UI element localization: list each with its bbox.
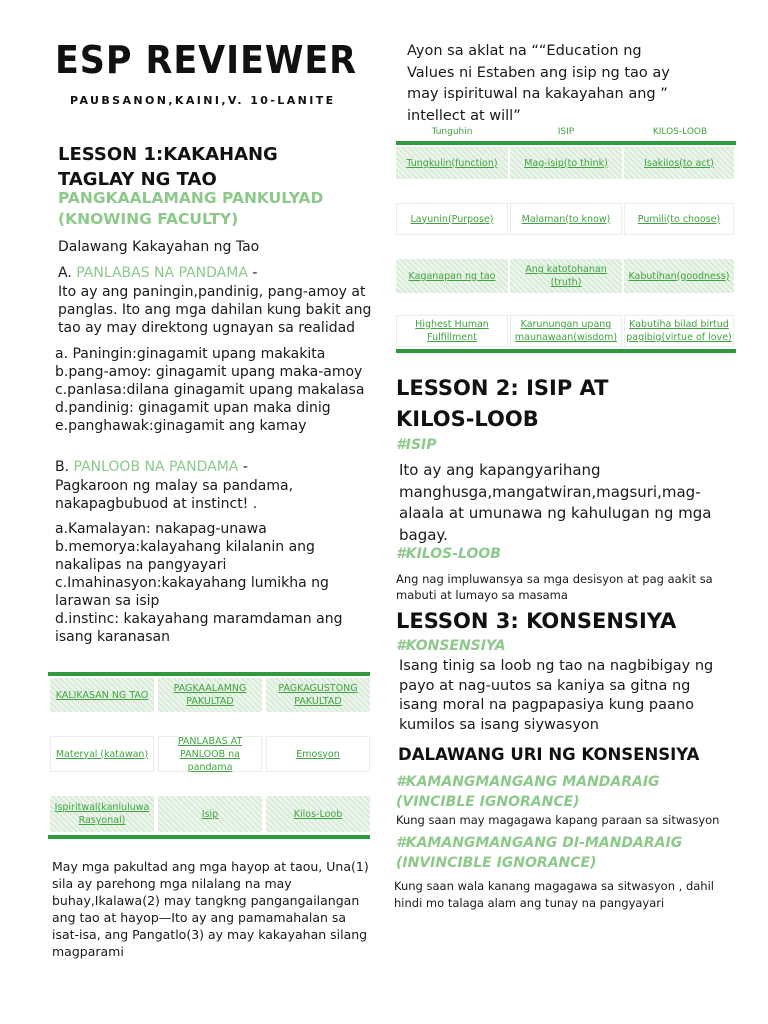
section-a-title: A. PANLABAS NA PANDAMA -: [58, 265, 258, 281]
table-cell: PANLABAS AT PANLOOB na pandama: [158, 736, 262, 772]
list-item: a. Paningin:ginagamit upang makakita: [55, 346, 326, 362]
list-item: b.memorya:kalayahang kilalanin ang: [55, 539, 315, 555]
table-cell: PAGKAGUSTONG PAKULTAD: [266, 678, 370, 712]
table-header: KILOS-LOOB: [652, 127, 708, 137]
table-cell: Emosyon: [266, 736, 370, 772]
list-item: c.panlasa:dilana ginagamit upang makalasa: [55, 382, 365, 398]
kilos-loob-definition: Ang nag impluwansya sa mga desisyon at pag aakit sa mabuti at lumayo sa masama: [396, 572, 713, 602]
invincible-ignorance-tag: #KAMANGMANGANG DI-MANDARAIG (INVINCIBLE IGNORANCE): [396, 835, 683, 871]
faculty-table: [48, 672, 370, 842]
list-item: nakalipas na pangyayari: [55, 557, 227, 573]
isip-definition: Ito ay ang kapangyarihang manghusga,mangatwiran,magsuri,mag- alaala at umunawa ng kahulugan ng mga bagay.: [399, 461, 712, 544]
table-cell: Ang katotohanan (truth): [510, 259, 622, 293]
list-item: c.Imahinasyon:kakayahang lumikha ng: [55, 575, 329, 591]
table-bottom-bar: [48, 835, 370, 839]
table-cell: Kabutiha bilad birtud pagibig(virtue of love): [624, 315, 734, 347]
vincible-ignorance-tag: #KAMANGMANGANG MANDARAIG (VINCIBLE IGNORANCE): [396, 774, 660, 810]
list-item: d.instinc: kakayahang maramdaman ang: [55, 611, 343, 627]
book-quote: Ayon sa aklat na ““Education ng Values ni Estaben ang isip ng tao ay may ispirituwal na kakayahan ang ” intellect at will”: [407, 43, 670, 124]
lesson2-heading: LESSON 2: ISIP AT KILOS-LOOB: [396, 376, 609, 431]
table-top-bar: [396, 141, 736, 145]
table-bottom-bar: [396, 349, 736, 353]
section-b-description: Pagkaroon ng malay sa pandama, nakapagbubuod at instinct! .: [55, 478, 294, 512]
list-item: larawan sa isip: [55, 593, 160, 609]
list-item: e.panghawak:ginagamit ang kamay: [55, 418, 307, 434]
list-item: d.pandinig: ginagamit upan maka dinig: [55, 400, 331, 416]
table-cell: PAGKAALAMNG PAKULTAD: [158, 678, 262, 712]
table-cell: Malaman(to know): [510, 203, 622, 235]
list-item: a.Kamalayan: nakapag-unawa: [55, 521, 267, 537]
isip-tag: #ISIP: [396, 437, 437, 453]
table-cell: Isakilos(to act): [624, 147, 734, 179]
table-cell: Layunin(Purpose): [396, 203, 508, 235]
section-b-title: B. PANLOOB NA PANDAMA -: [55, 459, 248, 475]
kilos-loob-tag: #KILOS-LOOB: [396, 546, 501, 562]
table-cell: Tungkulin(function): [396, 147, 508, 179]
isip-kilos-table: [396, 127, 736, 357]
vincible-ignorance-desc: Kung saan may magagawa kapang paraan sa sitwasyon: [396, 813, 720, 827]
section-a-list: [55, 345, 364, 435]
table-cell: Highest Human Fulfillment: [396, 315, 508, 347]
lesson1-subheading: PANGKAALAMANG PANKULYAD (KNOWING FACULTY): [58, 189, 324, 228]
list-item: b.pang-amoy: ginagamit upang maka-amoy: [55, 364, 363, 380]
list-item: isang karanasan: [55, 629, 170, 645]
konsensiya-tag: #KONSENSIYA: [396, 638, 506, 654]
lesson1-intro: Dalawang Kakayahan ng Tao: [58, 239, 260, 255]
lesson3-heading: LESSON 3: KONSENSIYA: [396, 609, 677, 633]
table-cell: Ispiritwal(kanluluwa Rasyonal): [50, 796, 154, 832]
table-cell: Mag-isip(to think): [510, 147, 622, 179]
table-cell: Karunungan upang maunawaan(wisdom): [510, 315, 622, 347]
konsensiya-types-heading: DALAWANG URI NG KONSENSIYA: [398, 745, 700, 764]
table-header: ISIP: [557, 127, 575, 137]
table-cell: Pumili(to choose): [624, 203, 734, 235]
invincible-ignorance-desc: Kung saan wala kanang magagawa sa sitwasyon , dahil hindi mo talaga alam ang tunay na pangyayari: [394, 879, 714, 910]
table-top-bar: [48, 672, 370, 676]
table-cell: Kilos-Loob: [266, 796, 370, 832]
table-cell: Isip: [158, 796, 262, 832]
table-header: Tunguhin: [431, 127, 473, 137]
author-line: PAUBSANON,KAINI,V. 10-LANITE: [70, 94, 336, 107]
section-a-description: Ito ay ang paningin,pandinig, pang-amoy at panglas. Ito ang mga dahilan kung bakit ang tao ay may direktong ugnayan sa realidad: [58, 284, 372, 336]
table-cell: Kaganapan ng tao: [396, 259, 508, 293]
table-cell: KALIKASAN NG TAO: [50, 678, 154, 712]
faculty-paragraph: May mga pakultad ang mga hayop at taou, Una(1) sila ay parehong mga nilalang na may buhay,Ikalawa(2) may tangkng pangangailangan ang tao at hayop—Ito ay ang pamamahalan sa isat-isa, ang Pangatlo(3) ay may kakayahan silang magparami: [52, 859, 369, 959]
table-cell: Kabutihan(goodness): [624, 259, 734, 293]
table-cell: Materyal (katawan): [50, 736, 154, 772]
lesson1-heading: LESSON 1:KAKAHANG TAGLAY NG TAO: [58, 144, 278, 190]
page-title: ESP REVIEWER: [55, 38, 358, 82]
section-b-list: [55, 520, 342, 646]
konsensiya-definition: Isang tinig sa loob ng tao na nagbibigay ng payo at nag-uutos sa kaniya sa gitna ng isang moral na pagpapasiya kung paano kumilos sa isang siywasyon: [399, 658, 714, 733]
